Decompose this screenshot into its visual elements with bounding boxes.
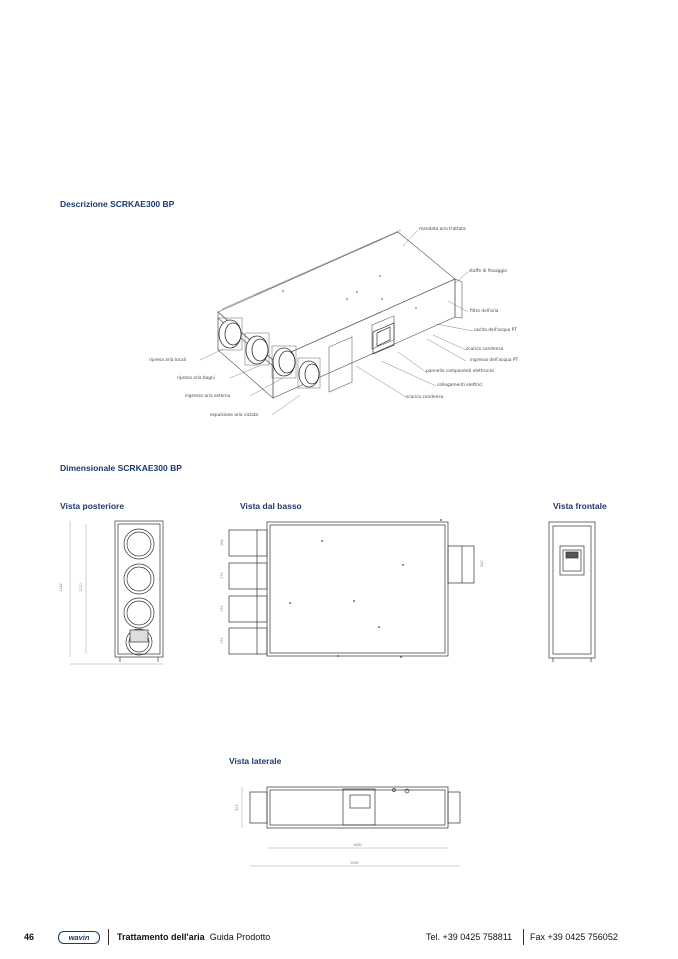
wavin-logo: wavin xyxy=(58,931,100,944)
footer-title: Trattamento dell'aria Guida Prodotto xyxy=(117,932,271,942)
dim-bottom-2: 175 xyxy=(220,572,224,579)
callout-pannello: pannello componenti elettronici xyxy=(426,369,495,374)
rear-view-drawing xyxy=(115,521,163,662)
dim-rear-height: 1144 xyxy=(59,583,63,592)
view-title-posteriore: Vista posteriore xyxy=(60,501,125,511)
page-number: 46 xyxy=(24,932,35,942)
footer-divider xyxy=(108,929,109,945)
section-title-dimensional: Dimensionale SCRKAE300 BP xyxy=(60,463,182,473)
callout-ingresso-acqua: ingresso dell'acqua PT xyxy=(470,358,519,363)
callout-staffe: staffe di fissaggio xyxy=(469,269,507,274)
callout-ingresso-esterno: ingresso aria esterna xyxy=(185,394,231,399)
dim-side-total: 1560 xyxy=(350,861,359,865)
footer-tel: Tel. +39 0425 758811 xyxy=(426,932,513,942)
view-title-laterale: Vista laterale xyxy=(229,756,282,766)
dim-bottom-3: 175 xyxy=(220,605,224,612)
footer-divider-2 xyxy=(523,929,524,945)
bottom-view-drawing xyxy=(229,522,474,656)
callout-scarico-1: scarico condensa xyxy=(466,347,504,352)
dim-side-body: 1080 xyxy=(353,843,362,847)
view-title-basso: Vista dal basso xyxy=(240,501,302,511)
front-view-drawing xyxy=(549,522,595,662)
side-view-drawing xyxy=(250,787,460,828)
dim-bottom-1: 164 xyxy=(220,539,224,546)
callout-collegamenti: collegamenti elettrici xyxy=(437,383,483,388)
callout-uscita: uscita dell'acqua PT xyxy=(474,328,517,333)
footer-fax: Fax +39 0425 756052 xyxy=(530,932,618,942)
dim-bottom-outlet: 240 xyxy=(480,560,484,567)
callout-scarico-2: scarico condensa xyxy=(406,395,444,400)
callout-filtro: filtro dell'aria xyxy=(470,309,499,314)
callout-mandata: mandata aria trattata xyxy=(419,227,466,232)
callout-espulsione: espulsione aria viziata xyxy=(210,413,259,418)
dim-bottom-4: 175 xyxy=(220,637,224,644)
view-title-frontale: Vista frontale xyxy=(553,501,607,511)
callout-ripresa-locali: ripresa aria locali xyxy=(149,358,187,363)
dim-rear-inner: 1110 xyxy=(79,583,83,592)
dim-side-height: 303 xyxy=(235,804,239,811)
callout-ripresa-bagni: ripresa aria bagni xyxy=(177,376,215,381)
footer xyxy=(0,926,678,948)
section-title-description: Descrizione SCRKAE300 BP xyxy=(60,199,175,209)
